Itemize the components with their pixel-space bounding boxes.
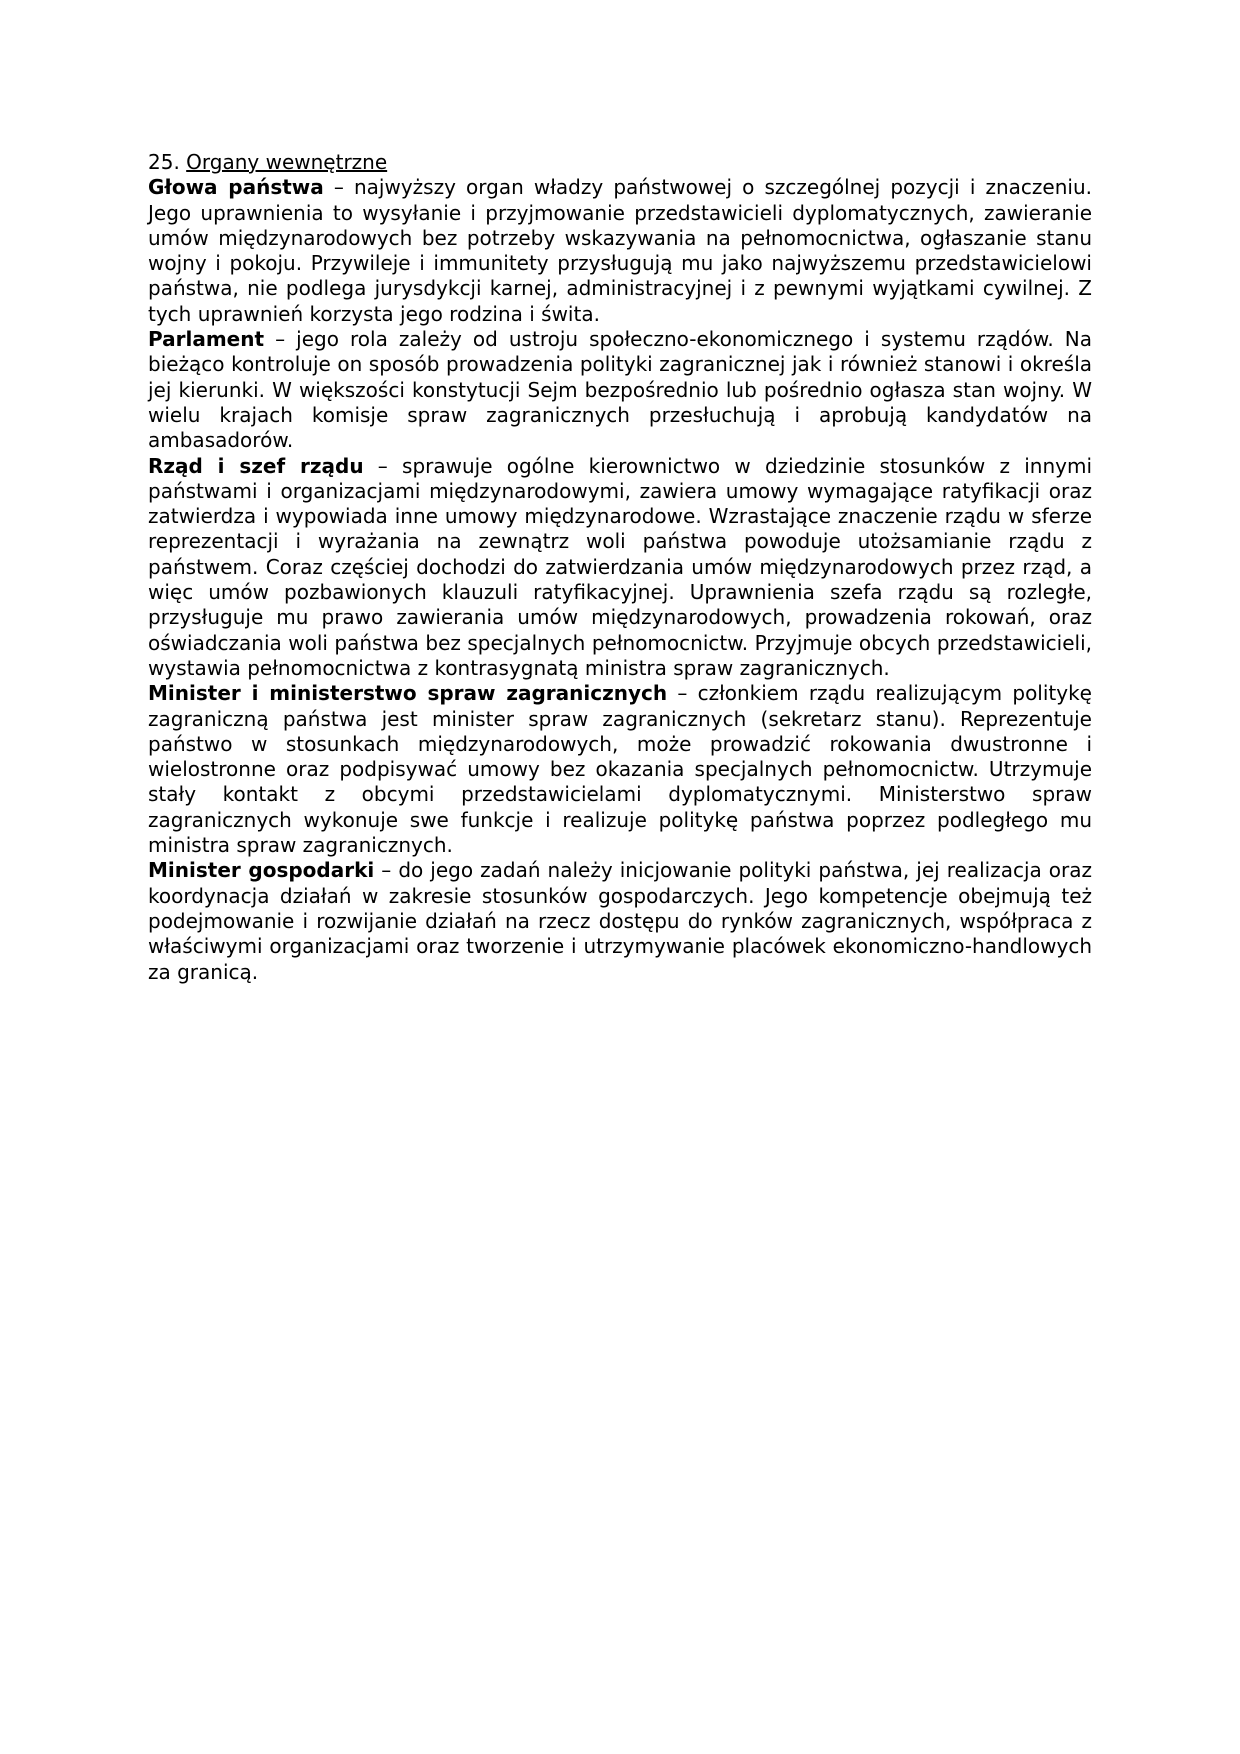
term-minister-gospodarki: Minister gospodarki <box>148 858 375 883</box>
term-minister-spraw-zagranicznych: Minister i ministerstwo spraw zagranicznych <box>148 681 668 706</box>
term-glowa-panstwa: Głowa państwa <box>148 175 324 200</box>
paragraph-minister-spraw-zagranicznych <box>148 681 1092 858</box>
section-heading <box>148 150 1092 175</box>
text-minister-spraw-zagranicznych: – członkiem rządu realizującym politykę zagraniczną państwa jest minister spraw zagranicznych (sekretarz stanu). Reprezentuje państwo w stosunkach międzynarodowych, może prowadzić rokowania dwustronne i wielostronne oraz podpisywać umowy bez okazania specjalnych pełnomocnictw. Utrzymuje stały kontakt z obcymi przedstawicielami dyplomatycznymi. Ministerstwo spraw zagranicznych wykonuje swe funkcje i realizuje politykę państwa poprzez podległego mu ministra spraw zagranicznych. <box>148 681 1092 858</box>
term-parlament: Parlament <box>148 327 265 352</box>
document-page <box>148 150 1092 985</box>
paragraph-glowa-panstwa <box>148 175 1092 327</box>
term-rzad: Rząd i szef rządu <box>148 453 364 478</box>
section-title: Organy wewnętrzne <box>186 150 388 174</box>
paragraph-parlament <box>148 327 1092 453</box>
paragraph-minister-gospodarki <box>148 858 1092 984</box>
text-glowa-panstwa: – najwyższy organ władzy państwowej o szczególnej pozycji i znaczeniu. Jego uprawnienia to wysyłanie i przyjmowanie przedstawicieli dyplomatycznych, zawieranie umów międzynarodowych bez potrzeby wskazywania na pełnomocnictwa, ogłaszanie stanu wojny i pokoju. Przywileje i immunitety przysługują mu jako najwyższemu przedstawicielowi państwa, nie podlega jurysdykcji karnej, administracyjnej i z pewnymi wyjątkami cywilnej. Z tych uprawnień korzysta jego rodzina i świta. <box>148 175 1092 326</box>
text-rzad: – sprawuje ogólne kierownictwo w dziedzinie stosunków z innymi państwami i organizacjami międzynarodowymi, zawiera umowy wymagające ratyfikacji oraz zatwierdza i wypowiada inne umowy międzynarodowe. Wzrastające znaczenie rządu w sferze reprezentacji i wyrażania na zewnątrz woli państwa powoduje utożsamianie rządu z państwem. Coraz częściej dochodzi do zatwierdzania umów międzynarodowych przez rząd, a więc umów pozbawionych klauzuli ratyfikacyjnej. Uprawnienia szefa rządu są rozległe, przysługuje mu prawo zawierania umów międzynarodowych, prowadzenia rokowań, oraz oświadczania woli państwa bez specjalnych pełnomocnictw. Przyjmuje obcych przedstawicieli, wystawia pełnomocnictwa z kontrasygnatą ministra spraw zagranicznych. <box>148 453 1093 680</box>
text-minister-gospodarki: – do jego zadań należy inicjowanie polityki państwa, jej realizacja oraz koordynacja działań w zakresie stosunków gospodarczych. Jego kompetencje obejmują też podejmowanie i rozwijanie działań na rzecz dostępu do rynków zagranicznych, współpraca z właściwymi organizacjami oraz tworzenie i utrzymywanie placówek ekonomiczno-handlowych za granicą. <box>148 858 1093 984</box>
text-parlament: – jego rola zależy od ustroju społeczno-ekonomicznego i systemu rządów. Na bieżąco kontroluje on sposób prowadzenia polityki zagranicznej jak i również stanowi i określa jej kierunki. W większości konstytucji Sejm bezpośrednio lub pośrednio ogłasza stan wojny. W wielu krajach komisje spraw zagranicznych przesłuchują i aprobują kandydatów na ambasadorów. <box>148 327 1092 453</box>
paragraph-rzad <box>148 454 1092 682</box>
section-number: 25. <box>148 150 187 174</box>
